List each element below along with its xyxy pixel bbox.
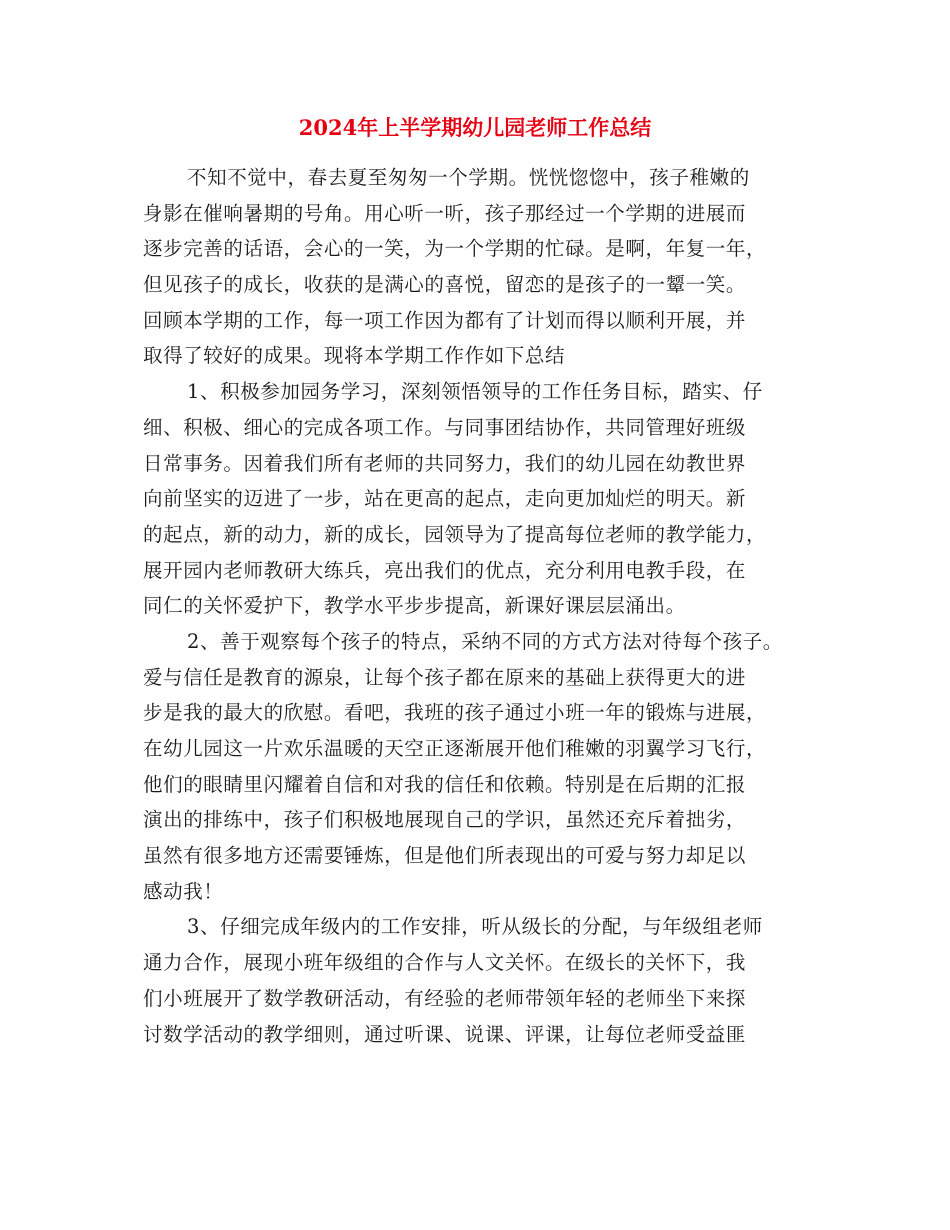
text-line: 展开园内老师教研大练兵，亮出我们的优点，充分利用电教手段，在 <box>143 558 747 582</box>
text-line: 2、善于观察每个孩子的特点，采纳不同的方式方法对待每个孩子。 <box>187 629 783 653</box>
text-line: 1、积极参加园务学习，深刻领悟领导的工作任务目标，踏实、仔 <box>187 380 763 404</box>
text-line: 通力合作，展现小班年级组的合作与人文关怀。在级长的关怀下，我 <box>143 951 747 975</box>
text-line: 回顾本学期的工作，每一项工作因为都有了计划而得以顺利开展，并 <box>143 308 747 332</box>
text-line: 爱与信任是教育的源泉，让每个孩子都在原来的基础上获得更大的进 <box>143 665 747 689</box>
text-line: 同仁的关怀爱护下，教学水平步步提高，新课好课层层涌出。 <box>143 594 686 618</box>
text-line: 逐步完善的话语，会心的一笑，为一个学期的忙碌。是啊，年复一年， <box>143 237 767 261</box>
text-line: 虽然有很多地方还需要锤炼，但是他们所表现出的可爱与努力却足以 <box>143 844 747 868</box>
text-line: 步是我的最大的欣慰。看吧，我班的孩子通过小班一年的锻炼与进展， <box>143 701 767 725</box>
text-line: 演出的排练中，孩子们积极地展现自己的学识，虽然还充斥着拙劣， <box>143 808 747 832</box>
document-body <box>143 160 807 1052</box>
text-line: 感动我！ <box>143 879 224 903</box>
text-line: 日常事务。因着我们所有老师的共同努力，我们的幼儿园在幼教世界 <box>143 451 747 475</box>
text-line: 但见孩子的成长，收获的是满心的喜悦，留恋的是孩子的一颦一笑。 <box>143 273 747 297</box>
text-line: 不知不觉中，春去夏至匆匆一个学期。恍恍惚惚中，孩子稚嫩的 <box>187 166 750 189</box>
text-line: 身影在催响暑期的号角。用心听一听，孩子那经过一个学期的进展而 <box>143 201 747 225</box>
text-line: 细、积极、细心的完成各项工作。与同事团结协作，共同管理好班级 <box>143 415 747 439</box>
text-line: 在幼儿园这一片欢乐温暖的天空正逐渐展开他们稚嫩的羽翼学习飞行， <box>143 737 767 760</box>
text-line: 3、仔细完成年级内的工作安排，听从级长的分配，与年级组老师 <box>187 915 763 939</box>
text-line: 讨数学活动的教学细则，通过听课、说课、评课，让每位老师受益匪 <box>143 1022 747 1046</box>
document-title: 2024年上半学期幼儿园老师工作总结 <box>298 115 652 140</box>
text-line: 们小班展开了数学教研活动，有经验的老师带领年轻的老师坐下来探 <box>143 986 747 1010</box>
text-line: 取得了较好的成果。现将本学期工作作如下总结 <box>143 344 566 368</box>
text-line: 他们的眼睛里闪耀着自信和对我的信任和依赖。特别是在后期的汇报 <box>143 772 747 796</box>
text-line: 向前坚实的迈进了一步，站在更高的起点，走向更加灿烂的明天。新 <box>143 487 747 511</box>
text-line: 的起点，新的动力，新的成长，园领导为了提高每位老师的教学能力， <box>143 522 767 546</box>
